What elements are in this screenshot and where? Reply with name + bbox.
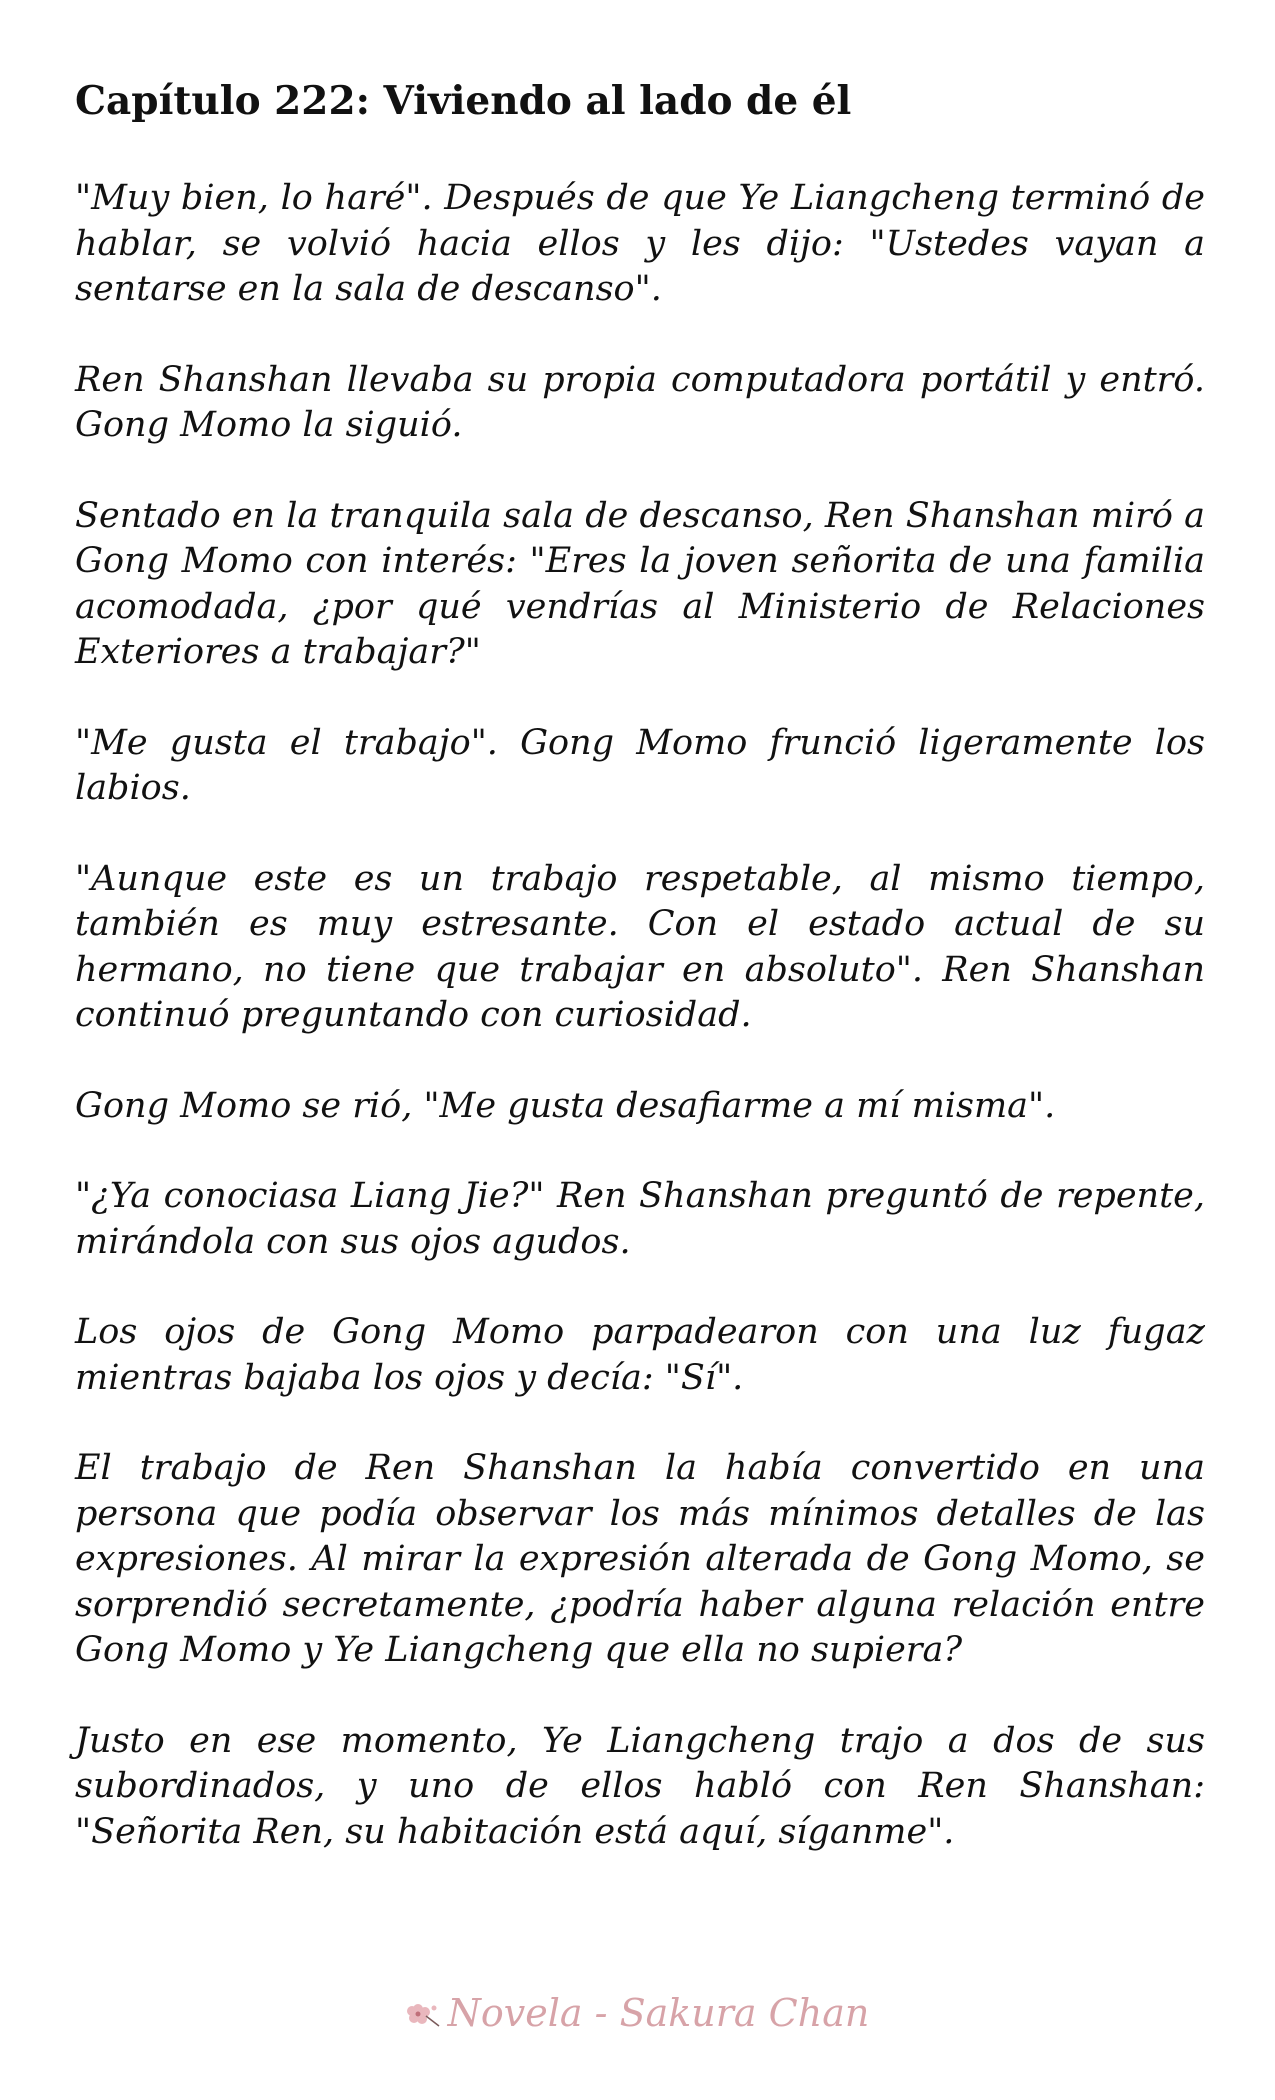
paragraph: Justo en ese momento, Ye Liangcheng trajo a dos de sus subordinados, y uno de ellos habló con Ren Shanshan: "Señorita Ren, su habitación está aquí, síganme". bbox=[75, 1720, 1205, 1852]
paragraph: Ren Shanshan llevaba su propia computadora portátil y entró. Gong Momo la siguió. bbox=[75, 359, 1205, 445]
watermark-text: Novela - Sakura Chan bbox=[447, 1991, 870, 2035]
paragraph: Gong Momo se rió, "Me gusta desafiarme a mí misma". bbox=[75, 1085, 1056, 1126]
chapter-page bbox=[75, 72, 1205, 1900]
paragraph: Los ojos de Gong Momo parpadearon con una luz fugaz mientras bajaba los ojos y decía: "Sí". bbox=[75, 1312, 1205, 1398]
paragraph: "Muy bien, lo haré". Después de que Ye Liangcheng terminó de hablar, se volvió hacia ellos y les dijo: "Ustedes vayan a sentarse en la sala de descanso". bbox=[75, 178, 1205, 309]
paragraph: "Me gusta el trabajo". Gong Momo frunció ligeramente los labios. bbox=[75, 722, 1205, 808]
paragraph: Sentado en la tranquila sala de descanso, Ren Shanshan miró a Gong Momo con interés: "Eres la joven señorita de una familia acomodada, ¿por qué vendrías al Ministerio de Relaciones Exteriores a trabajar?" bbox=[75, 495, 1205, 672]
cherry-blossom-icon bbox=[406, 1992, 442, 2042]
paragraph: "¿Ya conociasa Liang Jie?" Ren Shanshan preguntó de repente, mirándola con sus ojos agudos. bbox=[75, 1176, 1205, 1262]
paragraph: El trabajo de Ren Shanshan la había convertido en una persona que podía observar los más mínimos detalles de las expresiones. Al mirar la expresión alterada de Gong Momo, se sorprendió secretamente, ¿podría haber alguna relación entre Gong Momo y Ye Liangcheng que ella no supiera? bbox=[75, 1448, 1205, 1670]
watermark bbox=[0, 1988, 1275, 2042]
paragraph: "Aunque este es un trabajo respetable, al mismo tiempo, también es muy estresante. Con el estado actual de su hermano, no tiene que trabajar en absoluto". Ren Shanshan continuó preguntando con curiosidad. bbox=[75, 858, 1205, 1035]
chapter-title: Capítulo 222: Viviendo al lado de él bbox=[75, 78, 852, 124]
